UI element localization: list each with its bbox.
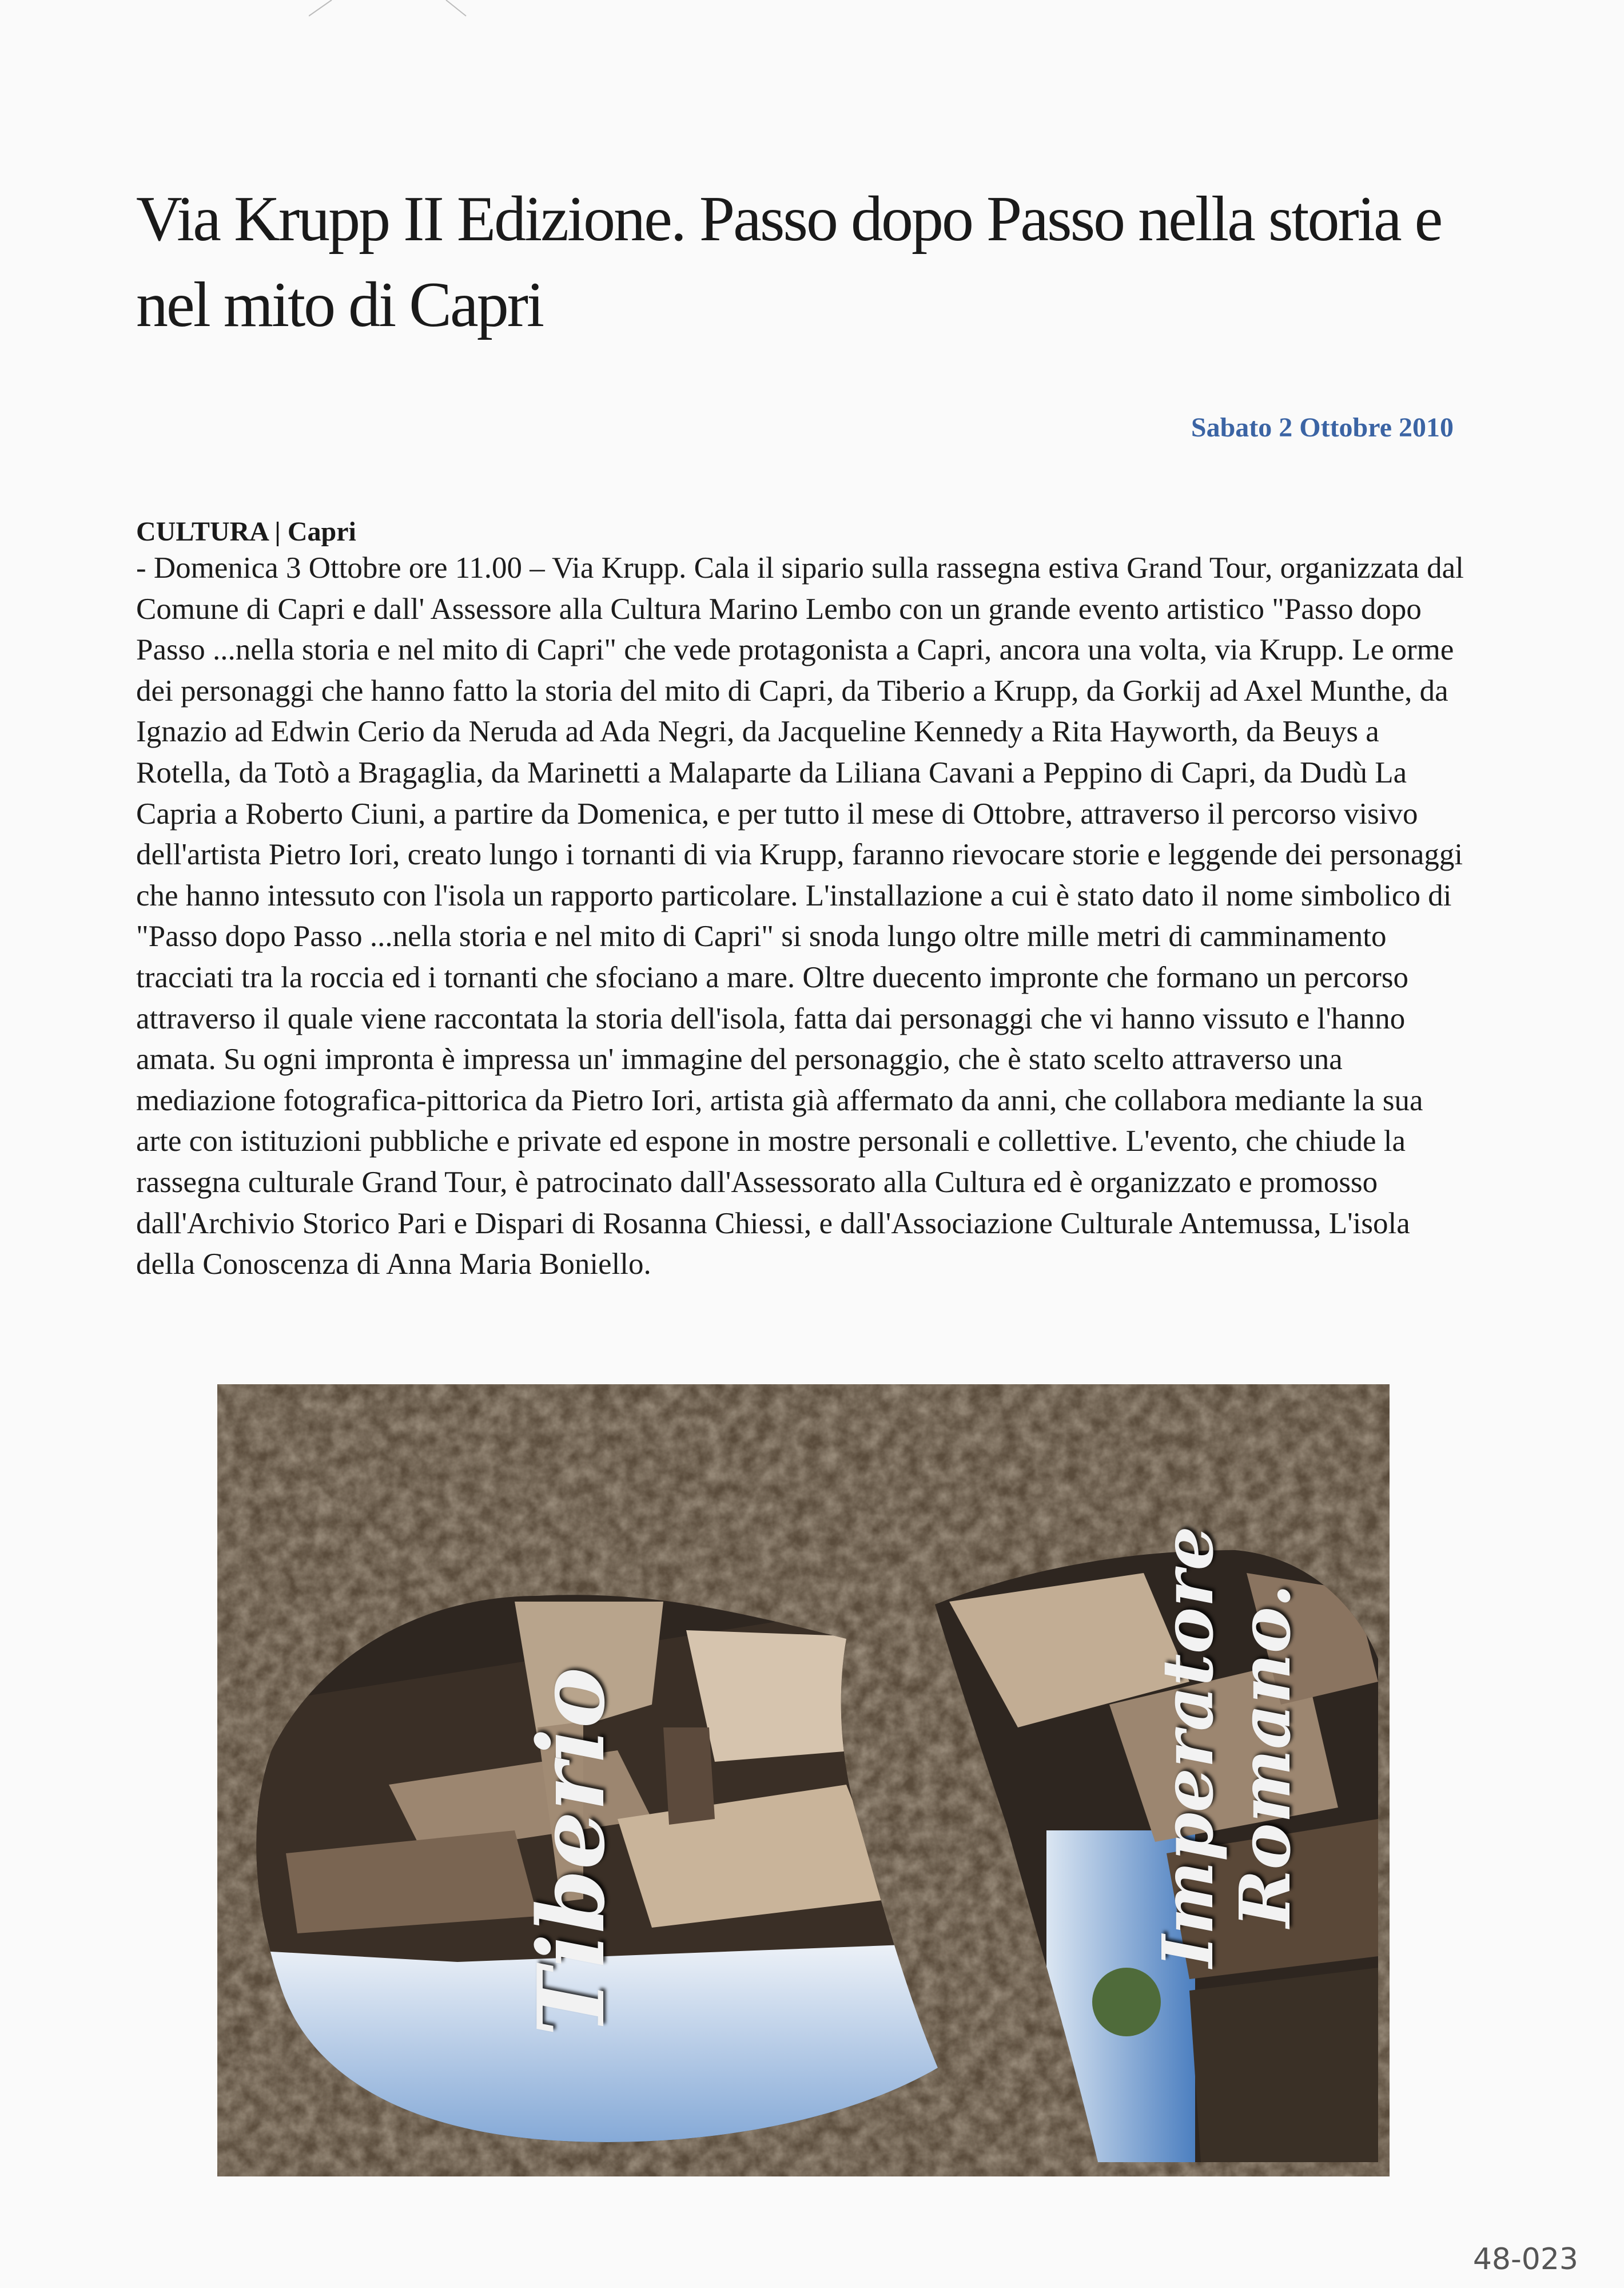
- section-label: CULTURA | Capri: [136, 517, 356, 547]
- article-date: Sabato 2 Ottobre 2010: [1191, 412, 1454, 443]
- photo-caption-romano: Romano.: [1224, 1583, 1306, 1928]
- article-body: - Domenica 3 Ottobre ore 11.00 – Via Krupp. Cala il sipario sulla rassegna estiva Grand Tour, organizzata dal Comune di Capri e dall' Assessore alla Cultura Marino Lembo con un grande evento artistico "Passo dopo Passo ...nella storia e nel mito di Capri" che vede protagonista a Capri, ancora una volta, via Krupp. Le orme dei personaggi che hanno fatto la storia del mito di Capri, da Tiberio a Krupp, da Gorkij ad Axel Munthe, da Ignazio ad Edwin Cerio da Neruda ad Ada Negri, da Jacqueline Kennedy a Rita Hayworth, da Beuys a Rotella, da Totò a Bragaglia, da Marinetti a Malaparte da Liliana Cavani a Peppino di Capri, da Dudù La Capria a Roberto Ciuni, a partire da Domenica, e per tutto il mese di Ottobre, attraverso il percorso visivo dell'artista Pietro Iori, creato lungo i tornanti di via Krupp, faranno rievocare storie e leggende dei personaggi che hanno intessuto con l'isola un rapporto particolare. L'installazione a cui è stato dato il nome simbolico di "Passo dopo Passo ...nella storia e nel mito di Capri" si snoda lungo oltre mille metri di camminamento tracciati tra la roccia ed i tornanti che sfociano a mare. Oltre duecento impronte che formano un percorso attraverso il quale viene raccontata la storia dell'isola, fatta dai personaggi che vi hanno vissuto e l'hanno amata. Su ogni impronta è impressa un' immagine del personaggio, che è stato scelto attraverso una mediazione fotografica-pittorica da Pietro Iori, artista già affermato da anni, che collabora mediante la sua arte con istituzioni pubbliche e private ed espone in mostre personali e collettive. L'evento, che chiude la rassegna culturale Grand Tour, è patrocinato dall'Assessorato alla Cultura ed è organizzato e promosso dall'Archivio Storico Pari e Dispari di Rosanna Chiessi, e dall'Associazione Culturale Antemussa, L'isola della Conoscenza di Anna Maria Boniello.: [136, 551, 1464, 1281]
- photo-caption-imperatore: Imperatore: [1147, 1526, 1229, 1968]
- archive-code: 48-023: [1472, 2242, 1578, 2277]
- scan-corner-mark: [309, 0, 469, 17]
- photo-caption-tiberio: Tiberio: [518, 1667, 625, 2036]
- article-title: Via Krupp II Edizione. Passo dopo Passo nella storia e nel mito di Capri: [136, 184, 1442, 340]
